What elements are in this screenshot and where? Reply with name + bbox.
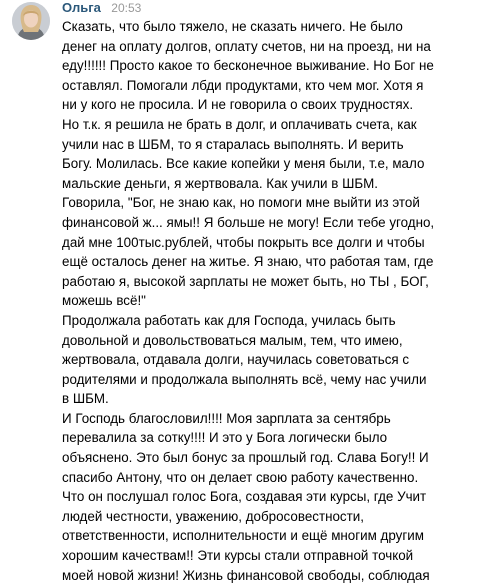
message-line: Что он послушал голос Бога, создавая эти курсы, где Учит <box>62 489 427 505</box>
message-line: денег на оплату долгов, оплату счетов, ни на проезд, ни на <box>62 38 431 54</box>
message-line: людей честности, уважению, добросовестности, <box>62 508 364 524</box>
message-line: объяснено. Это был бонус за прошлый год. Слава Богу!! И <box>62 450 429 466</box>
message-line: довольной и довольствоваться малым, тем, что имею, <box>62 332 403 348</box>
message-line: оставлял. Помогали лбди продуктами, кто чем мог. Хотя я <box>62 77 424 93</box>
message-line: Но т.к. я решила не брать в долг, и оплачивать счета, как <box>62 116 417 132</box>
message-line: дай мне 100тыс.рублей, чтобы покрыть все долги и чтобы <box>62 234 425 250</box>
message-line: в ШБМ. <box>62 391 109 407</box>
avatar[interactable] <box>12 2 50 40</box>
user-photo-icon <box>12 2 50 40</box>
message-line: Богу. Молилась. Все какие копейки у меня были, т.е, мало <box>62 156 425 172</box>
message-header <box>62 0 141 16</box>
message-line: ещё осталось денег на житье. Я знаю, что работая там, где <box>62 254 434 270</box>
message-line: Говорила, "Бог, не знаю как, но помоги мне выйти из этой <box>62 195 420 211</box>
message-line: мальские деньги, я жертвовала. Как учили в ШБМ. <box>62 175 379 191</box>
message-line: родителями и продолжала выполнять всё, чему нас учили <box>62 371 427 387</box>
message-line: еду!!!!!! Просто какое то бесконечное выживание. Но Бог не <box>62 58 434 74</box>
message-line: спасибо Антону, что он делает свою работу качественно. <box>62 469 419 485</box>
message-line: моей новой жизни! Жизнь финансовой свободы, соблюдая <box>62 567 430 583</box>
message-line: жертвовала, отдавала долги, научилась советоваться с <box>62 352 410 368</box>
message-line: ответственности, исполнительности и ещё многим другим <box>62 528 424 544</box>
message-line: работаю я, высокой зарплаты не может быть, но ТЫ , БОГ, <box>62 273 429 289</box>
message-line: можешь всё!" <box>62 293 146 309</box>
message-line: учили нас в ШБМ, то я старалась выполнять. И верить <box>62 136 404 152</box>
message-line: Продолжала работать как для Господа, училась быть <box>62 312 396 328</box>
message-line: хорошим качествам!! Эти курсы стали отправной точкой <box>62 548 414 564</box>
author-name[interactable]: Ольга <box>62 0 101 15</box>
message-line: перевалила за сотку!!!! И это у Бога логически было <box>62 430 388 446</box>
message-text <box>62 17 490 585</box>
message-line: ни у кого не просила. И не говорила о своих трудностях. <box>62 97 414 113</box>
message-time[interactable]: 20:53 <box>111 1 142 15</box>
message-line: И Господь благословил!!!! Моя зарплата за сентябрь <box>62 410 391 426</box>
message-line: Сказать, что было тяжело, не сказать ничего. Не было <box>62 19 403 34</box>
message-line: финансовой ж... ямы!! Я больше не могу! Если тебе угодно, <box>62 214 435 230</box>
